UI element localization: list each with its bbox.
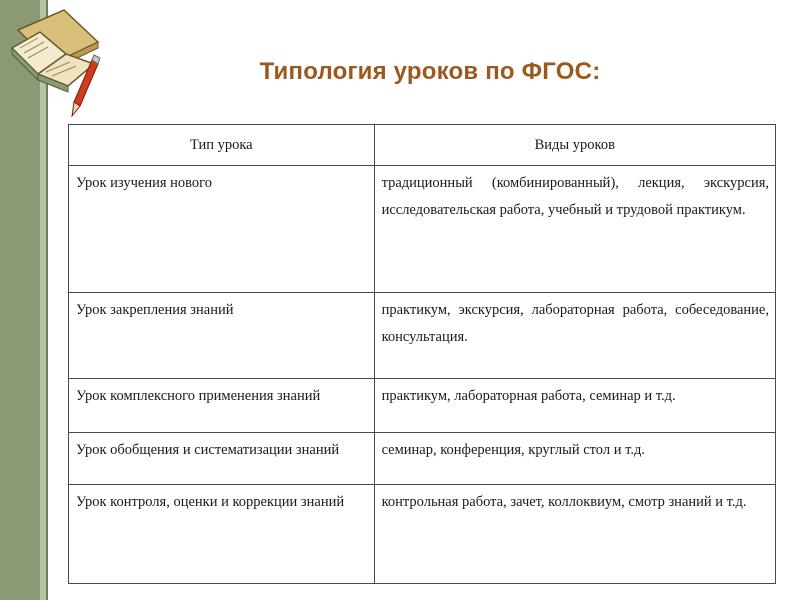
- table-header-row: [69, 125, 776, 166]
- table-row: [69, 166, 776, 293]
- lesson-type-cell: Урок комплексного применения знаний: [76, 388, 321, 404]
- lessons-table: [68, 124, 776, 584]
- column-header-kinds: Виды уроков: [374, 125, 775, 166]
- lesson-kinds-cell: практикум, лабораторная работа, семинар и т.д.: [381, 388, 676, 404]
- table-row: [69, 485, 776, 584]
- table-row: [69, 379, 776, 433]
- lesson-type-cell: Урок закрепления знаний: [76, 302, 234, 318]
- lesson-type-cell: Урок изучения нового: [76, 175, 212, 191]
- column-header-type: Тип урока: [69, 125, 375, 166]
- lesson-type-cell: Урок контроля, оценки и коррекции знаний: [76, 494, 345, 510]
- book-pencil-icon: [6, 2, 106, 117]
- table-row: [69, 293, 776, 379]
- lesson-type-cell: Урок обобщения и систематизации знаний: [76, 442, 340, 458]
- lesson-kinds-cell: контрольная работа, зачет, коллоквиум, смотр знаний и т.д.: [381, 494, 747, 510]
- table-row: [69, 433, 776, 485]
- lesson-kinds-cell: традиционный (комбинированный), лекция, экскурсия, исследовательская работа, учебный и трудовой практикум.: [381, 175, 769, 218]
- lesson-kinds-cell: семинар, конференция, круглый стол и т.д.: [381, 442, 645, 458]
- lesson-kinds-cell: практикум, экскурсия, лабораторная работа, собеседование, консультация.: [381, 302, 769, 345]
- page-title: Типология уроков по ФГОС:: [259, 58, 601, 85]
